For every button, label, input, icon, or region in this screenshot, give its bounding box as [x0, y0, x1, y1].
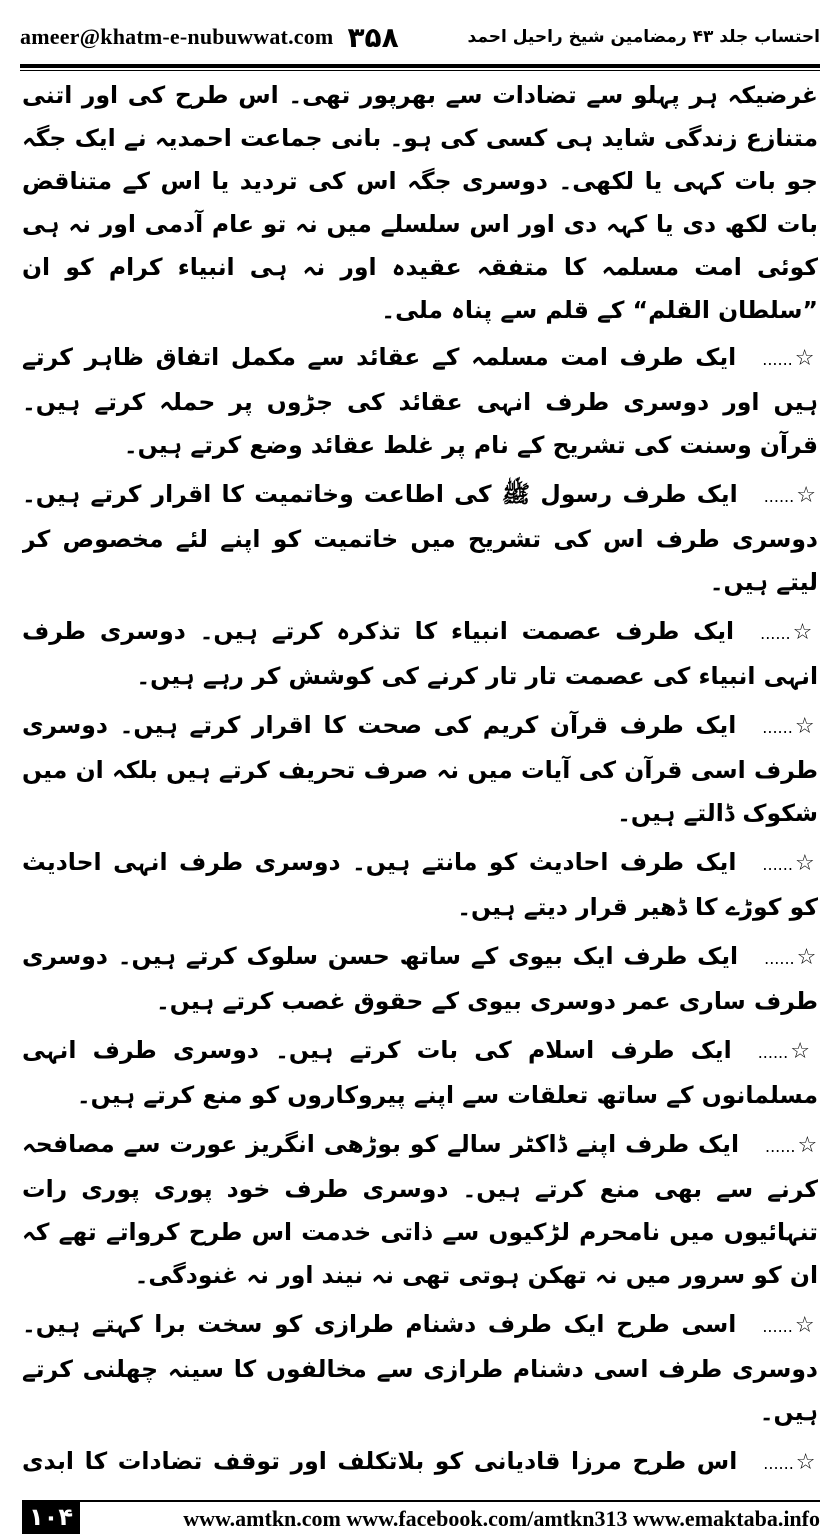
- list-item-text: ایک طرف امت مسلمہ کے عقائد سے مکمل اتفاق ظاہر کرتے ہیں اور دوسری طرف انہی عقائد کی جڑوں پر حملہ کرتے ہیں۔ قرآن وسنت کی تشریح کے نام پر غلط عقائد وضع کرتے ہیں۔: [22, 343, 818, 459]
- header-rule: [20, 64, 820, 68]
- header-email[interactable]: ameer@khatm-e-nubuwwat.com: [20, 24, 334, 49]
- leader-dots: ......: [763, 487, 795, 506]
- header-title: احتساب جلد ۴۳ رمضامین شیخ راحیل احمد: [467, 27, 820, 47]
- star-marker: [737, 1447, 818, 1475]
- page-header: [20, 12, 820, 62]
- list-item-text: ایک طرف رسول ﷺ کی اطاعت وخاتمیت کا اقرار کرتے ہیں۔ دوسری طرف اس کی تشریح میں خاتمیت کو اپنے لئے مخصوص کر لیتے ہیں۔: [22, 480, 818, 596]
- list-item: [22, 1303, 818, 1434]
- leader-dots: ......: [762, 718, 793, 737]
- star-marker: [736, 1310, 818, 1338]
- star-icon: ☆: [794, 1313, 818, 1338]
- star-icon: ☆: [790, 1039, 818, 1064]
- star-icon: ☆: [794, 851, 818, 876]
- list-item-text: اسی طرح ایک طرف دشنام طرازی کو سخت برا کہتے ہیں۔ دوسری طرف اسی دشنام طرازی سے مخالفوں کا سینہ چھلنی کرتے ہیں۔: [22, 1310, 818, 1426]
- leader-dots: ......: [757, 1043, 789, 1062]
- footer-links[interactable]: www.amtkn.com www.facebook.com/amtkn313 www.emaktaba.info: [183, 1506, 820, 1531]
- leader-dots: ......: [765, 1137, 796, 1156]
- list-item: [22, 1440, 818, 1484]
- list-item-text: اس طرح مرزا قادیانی کو بلاتکلف اور توقف تضادات کا ابدی: [22, 1447, 738, 1475]
- footer-rule: [80, 1500, 820, 1502]
- list-item: [22, 1029, 818, 1117]
- list-item: [22, 841, 818, 929]
- list-item-text: ایک طرف عصمت انبیاء کا تذکرہ کرتے ہیں۔ دوسری طرف انہی انبیاء کی عصمت تار تار کرنے کی کوشش کر رہے ہیں۔: [22, 617, 818, 690]
- star-icon: ☆: [792, 620, 818, 645]
- list-item-text: ایک طرف احادیث کو مانتے ہیں۔ دوسری طرف انہی احادیث کو کوڑے کا ڈھیر قرار دیتے ہیں۔: [22, 848, 818, 921]
- star-icon: ☆: [797, 1133, 818, 1158]
- footer-links-area: [80, 1500, 820, 1534]
- list-item: [22, 610, 818, 698]
- leader-dots: ......: [762, 855, 793, 874]
- header-left: [20, 21, 399, 54]
- leader-dots: ......: [764, 949, 795, 968]
- star-marker: [739, 1130, 818, 1158]
- star-icon: ☆: [796, 483, 818, 508]
- star-marker: [734, 617, 818, 645]
- list-item: [22, 1123, 818, 1297]
- page-footer: [22, 1500, 820, 1534]
- list-item-text: ایک طرف قرآن کریم کی صحت کا اقرار کرتے ہیں۔ دوسری طرف اسی قرآن کی آیات میں نہ صرف تحریف کرتے ہیں بلکہ ان میں شکوک ڈالتے ہیں۔: [22, 711, 818, 827]
- list-item: [22, 935, 818, 1023]
- star-icon: ☆: [795, 1450, 818, 1475]
- star-icon: ☆: [794, 346, 818, 371]
- leader-dots: ......: [762, 1317, 793, 1336]
- star-marker: [736, 848, 818, 876]
- list-item: [22, 473, 818, 604]
- intro-paragraph: غرضیکہ ہر پہلو سے تضادات سے بھرپور تھی۔ اس طرح کی اور اتنی متنازع زندگی شاید ہی کسی کی ہو۔ بانی جماعت احمدیہ نے ایک جگہ جو بات کہی یا لکھی۔ دوسری جگہ اس کی تردید یا اس کے متناقض بات لکھ دی یا کہہ دی اور اس سلسلے میں نہ تو عام آدمی اور نہ ہی کوئی امت مسلمہ کا متفقہ عقیدہ اور نہ ہی انبیاء کرام کو ان ”سلطان القلم“ کے قلم سے پناہ ملی۔: [22, 81, 818, 324]
- leader-dots: ......: [760, 624, 791, 643]
- leader-dots: ......: [762, 350, 793, 369]
- leader-dots: ......: [763, 1454, 794, 1473]
- star-icon: ☆: [796, 945, 818, 970]
- star-icon: ☆: [794, 714, 818, 739]
- list-item-text: ایک طرف اپنے ڈاکٹر سالے کو بوڑھی انگریز عورت سے مصافحہ کرنے سے بھی منع کرتے ہیں۔ دوسری طرف خود پوری پوری رات تنہائیوں میں نامحرم لڑکیوں سے ذاتی خدمت اس طرح کرواتے تھے کہ ان کو سرور میں نہ تھکن ہوتی تھی نہ نیند اور نہ غنودگی۔: [22, 1130, 818, 1289]
- header-rule-thin: [20, 70, 820, 71]
- list-item: [22, 336, 818, 467]
- list-item-text: ایک طرف ایک بیوی کے ساتھ حسن سلوک کرتے ہیں۔ دوسری طرف ساری عمر دوسری بیوی کے حقوق غصب کرتے ہیں۔: [22, 942, 818, 1015]
- list-item: [22, 704, 818, 835]
- star-marker: [738, 942, 818, 970]
- star-marker: [738, 480, 818, 508]
- header-page-number: ۳۵۸: [347, 20, 399, 54]
- footer-page-number: ۱۰۴: [22, 1500, 80, 1534]
- list-item-text: ایک طرف اسلام کی بات کرتے ہیں۔ دوسری طرف انہی مسلمانوں کے ساتھ تعلقات سے اپنے پیروکاروں کو منع کرتے ہیں۔: [22, 1036, 818, 1109]
- star-marker: [732, 1036, 818, 1064]
- star-marker: [736, 343, 818, 371]
- page-body: [22, 74, 818, 1484]
- star-marker: [736, 711, 818, 739]
